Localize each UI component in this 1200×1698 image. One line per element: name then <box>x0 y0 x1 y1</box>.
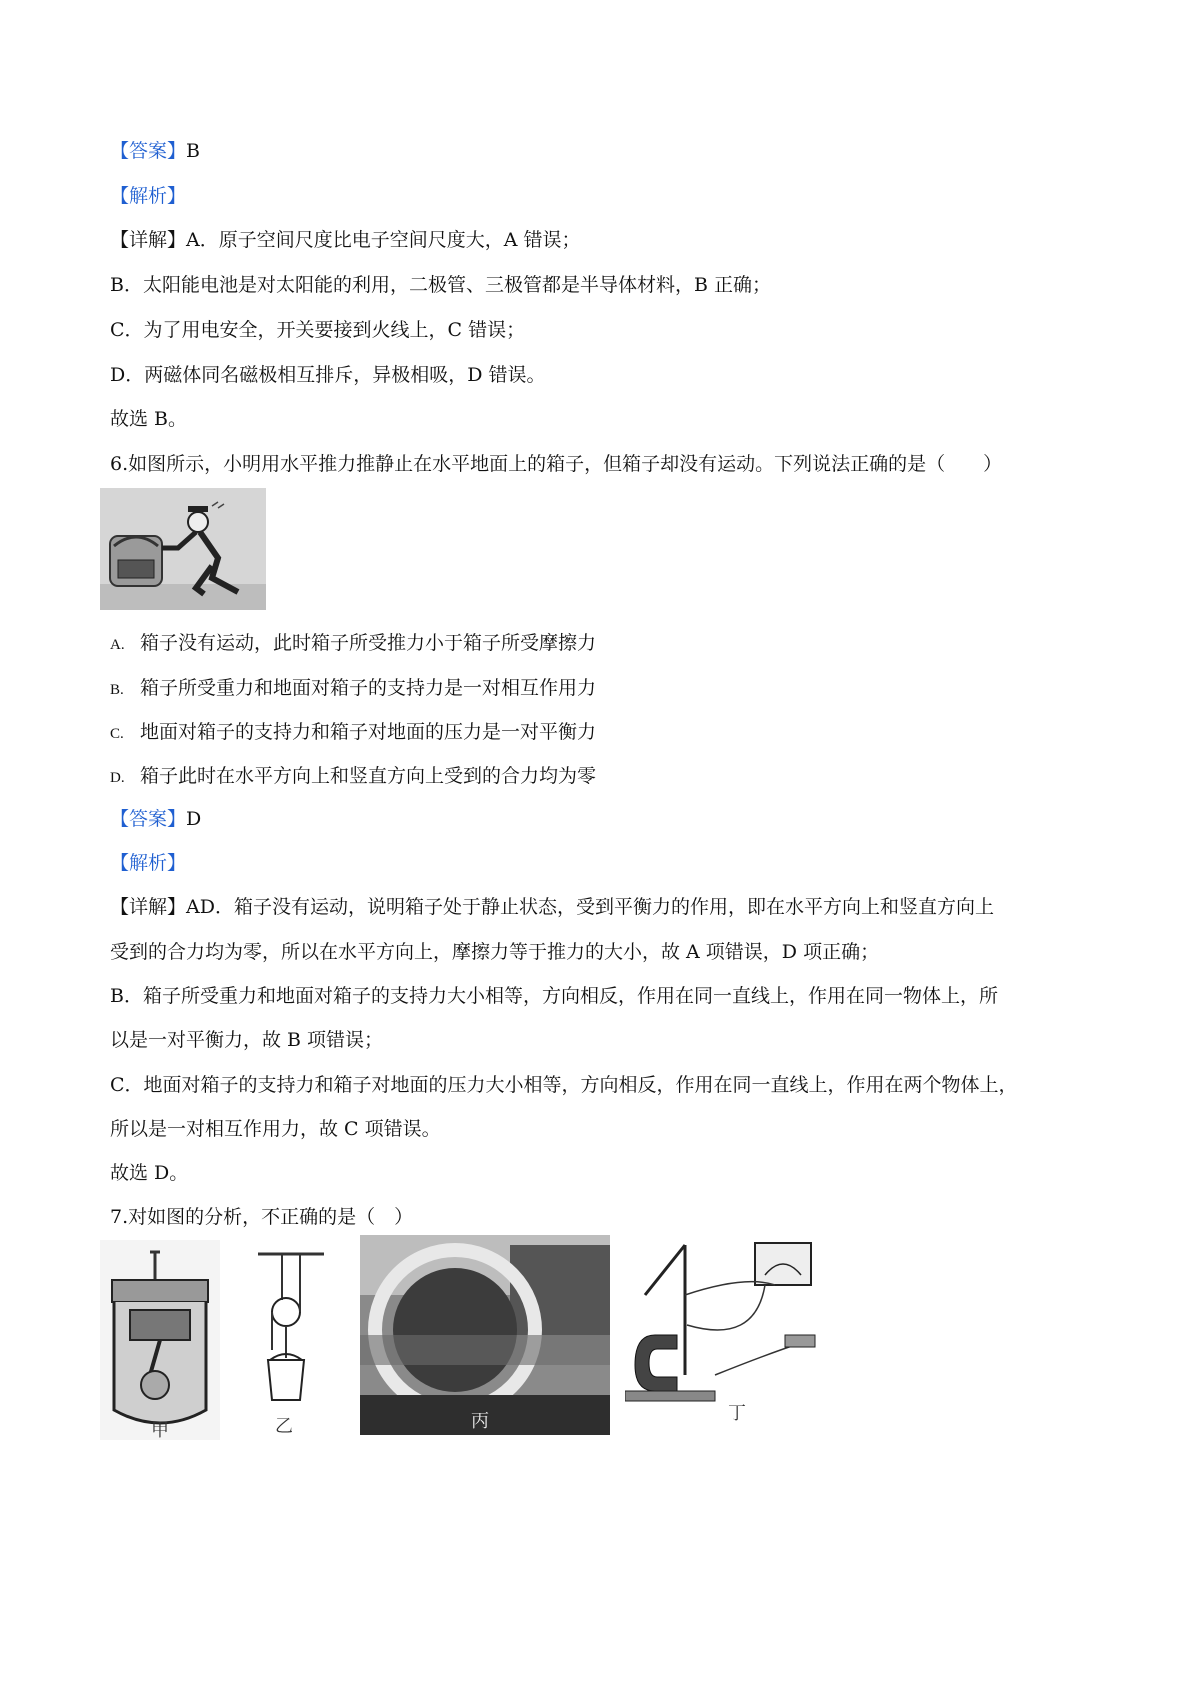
answer-tag: 【答案】 <box>110 140 187 162</box>
answer-line <box>110 806 201 832</box>
answer-line <box>110 138 200 164</box>
explanation-b: B．箱子所受重力和地面对箱子的支持力大小相等，方向相反，作用在同一直线上，作用在同一物体上，所 <box>110 985 998 1007</box>
option-c: C. 地面对箱子的支持力和箱子对地面的压力是一对平衡力 <box>110 721 597 743</box>
pulley-figure <box>248 1240 328 1440</box>
engine-figure <box>100 1240 220 1440</box>
question-7: 7.对如图的分析，不正确的是（ ） <box>110 1206 414 1228</box>
figure-label-yi: 乙 <box>275 1416 293 1437</box>
explanation-b: B．太阳能电池是对太阳能的利用，二极管、三极管都是半导体材料，B 正确； <box>110 274 771 296</box>
analysis-tag: 【解析】 <box>110 185 187 207</box>
answer-tag: 【答案】 <box>110 808 187 830</box>
option-a: A. 箱子没有运动，此时箱子所受推力小于箱子所受摩擦力 <box>110 632 597 654</box>
explanation-c: C．地面对箱子的支持力和箱子对地面的压力大小相等，方向相反，作用在同一直线上，作用在两个物体上， <box>110 1074 1018 1096</box>
bridge-reflection-figure <box>360 1235 610 1435</box>
option-d: D. 箱子此时在水平方向上和竖直方向上受到的合力均为零 <box>110 765 597 787</box>
detail-tag: 【详解】 <box>110 896 187 918</box>
figure-label-bing: 丙 <box>471 1411 489 1432</box>
detail-line: 【详解】AD．箱子没有运动，说明箱子处于静止状态，受到平衡力的作用，即在水平方向上和竖直方向上 <box>110 896 994 918</box>
answer-value: D <box>186 808 202 830</box>
analysis-tag: 【解析】 <box>110 852 187 874</box>
option-b: B. 箱子所受重力和地面对箱子的支持力是一对相互作用力 <box>110 677 597 699</box>
figure-label-ding: 丁 <box>728 1403 746 1424</box>
electromagnetic-figure <box>625 1235 825 1435</box>
conclusion: 故选 B。 <box>110 408 188 430</box>
detail-tag: 【详解】 <box>110 229 187 251</box>
question-6: 6.如图所示，小明用水平推力推静止在水平地面上的箱子，但箱子却没有运动。下列说法正确的是（ ） <box>110 453 1003 475</box>
person-head <box>188 512 208 532</box>
detail-line: 【详解】A．原子空间尺度比电子空间尺度大，A 错误； <box>110 229 581 251</box>
figure-label-jia: 甲 <box>151 1420 169 1440</box>
explanation-d: D．两磁体同名磁极相互排斥，异极相吸，D 错误。 <box>110 364 546 386</box>
push-box-figure <box>100 488 266 610</box>
explanation-c: C．为了用电安全，开关要接到火线上，C 错误； <box>110 319 526 341</box>
answer-value: B <box>186 140 200 162</box>
explanation-c-cont: 所以是一对相互作用力，故 C 项错误。 <box>110 1118 441 1140</box>
detail-line-cont: 受到的合力均为零，所以在水平方向上，摩擦力等于推力的大小，故 A 项错误，D 项正确； <box>110 941 880 963</box>
explanation-b-cont: 以是一对平衡力，故 B 项错误； <box>110 1029 384 1051</box>
conclusion: 故选 D。 <box>110 1162 189 1184</box>
